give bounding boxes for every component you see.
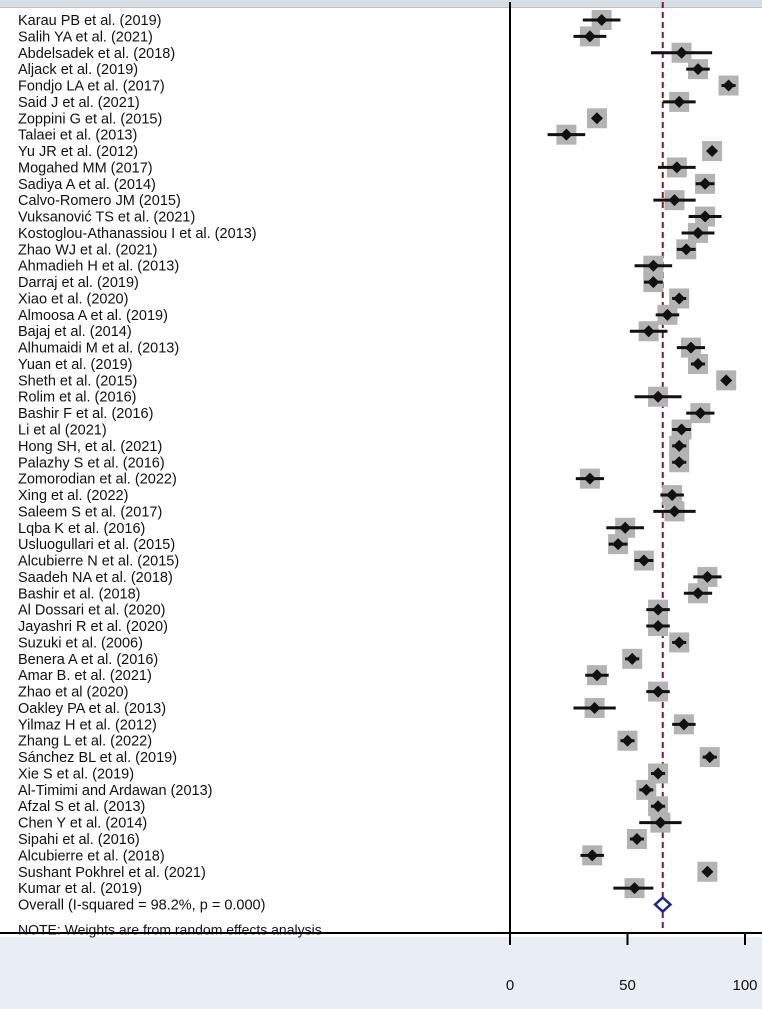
overall-diamond <box>655 898 670 912</box>
study-label: Darraj et al. (2019) <box>18 275 139 292</box>
overall-label: Overall (I-squared = 98.2%, p = 0.000) <box>18 897 266 914</box>
study-label: Yu JR et al. (2012) <box>18 144 139 161</box>
study-label: Saleem S et al. (2017) <box>18 504 163 521</box>
study-label: Said J et al. (2021) <box>18 94 140 111</box>
x-tick-label: 0 <box>505 977 515 994</box>
study-label: Hong SH, et al. (2021) <box>18 438 163 455</box>
study-label: Almoosa A et al. (2019) <box>18 307 168 324</box>
x-tick-label: 50 <box>619 977 636 994</box>
study-label: Abdelsadek et al. (2018) <box>18 45 176 62</box>
study-label: Li et al (2021) <box>18 422 107 439</box>
study-label: Salih YA et al. (2021) <box>18 29 153 46</box>
study-label: Sadiya A et al. (2014) <box>18 176 156 193</box>
study-label: Alcubierre N et al. (2015) <box>18 553 180 570</box>
study-label: Suzuki et al. (2006) <box>18 635 143 652</box>
study-label: Talaei et al. (2013) <box>18 127 138 144</box>
study-label: Bashir F et al. (2016) <box>18 406 154 423</box>
study-label: Zhang L et al. (2022) <box>18 733 153 750</box>
study-label: Sushant Pokhrel et al. (2021) <box>18 864 206 881</box>
study-label: Alcubierre et al. (2018) <box>18 848 165 865</box>
study-label: Al Dossari et al. (2020) <box>18 602 166 619</box>
study-label: Karau PB et al. (2019) <box>18 13 162 29</box>
study-label: Calvo-Romero JM (2015) <box>18 193 181 210</box>
study-label: Rolim et al. (2016) <box>18 389 137 406</box>
study-label: Mogahed MM (2017) <box>18 160 153 177</box>
study-label: Xiao et al. (2020) <box>18 291 129 308</box>
study-label: Afzal S et al. (2013) <box>18 799 146 816</box>
study-label: Xie S et al. (2019) <box>18 766 135 783</box>
study-label: Chen Y et al. (2014) <box>18 815 148 832</box>
study-label: Vuksanović TS et al. (2021) <box>18 209 196 226</box>
study-label: Aljack et al. (2019) <box>18 62 139 79</box>
study-label: Jayashri R et al. (2020) <box>18 619 168 636</box>
study-label: Fondjo LA et al. (2017) <box>18 78 165 95</box>
study-label: Saadeh NA et al. (2018) <box>18 569 173 586</box>
study-label: Zoppini G et al. (2015) <box>18 111 163 128</box>
study-label: Xing et al. (2022) <box>18 488 129 505</box>
study-label: Usluogullari et al. (2015) <box>18 537 176 554</box>
study-label: Al-Timimi and Ardawan (2013) <box>18 782 213 799</box>
study-label: Zhao WJ et al. (2021) <box>18 242 158 259</box>
study-label: Lqba K et al. (2016) <box>18 520 146 537</box>
study-label: Sánchez BL et al. (2019) <box>18 750 178 767</box>
study-label: Kostoglou-Athanassiou I et al. (2013) <box>18 225 257 242</box>
study-label: Oakley PA et al. (2013) <box>18 700 167 717</box>
study-label: Benera A et al. (2016) <box>18 651 159 668</box>
study-label: Ahmadieh H et al. (2013) <box>18 258 180 275</box>
x-tick-label: 100 <box>732 977 758 994</box>
study-label: Amar B. et al. (2021) <box>18 668 152 685</box>
study-label: Alhumaidi M et al. (2013) <box>18 340 180 357</box>
study-label: Sheth et al. (2015) <box>18 373 138 390</box>
study-label: Kumar et al. (2019) <box>18 881 143 898</box>
study-label: Zhao et al (2020) <box>18 684 129 701</box>
study-label: Bajaj et al. (2014) <box>18 324 132 341</box>
study-label: Yuan et al. (2019) <box>18 356 133 373</box>
study-label: Palazhy S et al. (2016) <box>18 455 165 472</box>
study-label: Bashir et al. (2018) <box>18 586 141 603</box>
study-label: Sipahi et al. (2016) <box>18 832 140 848</box>
weights-note: NOTE: Weights are from random effects analysis <box>18 921 322 938</box>
study-label: Yilmaz H et al. (2012) <box>18 717 157 734</box>
study-label: Zomorodian et al. (2022) <box>18 471 177 488</box>
